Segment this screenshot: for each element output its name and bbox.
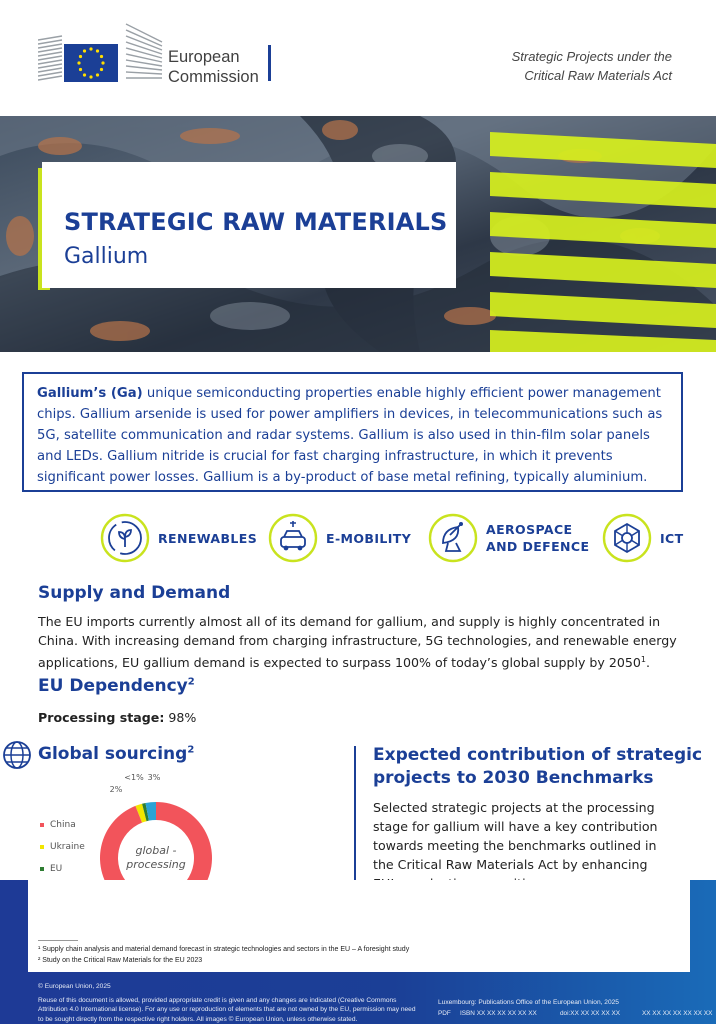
reuse-notice: Reuse of this document is allowed, provided appropriate credit is given and any changes are indicated (Creative Commons Attribution 4.0 International license). For any use or reproduction of elements that are not owned by the EU, permission may need to be sought directly from the respective right holders. All images © European Union, unless otherwise stated.: [38, 996, 416, 1023]
sector-label-aerospace: [486, 521, 589, 555]
processing-stage: [38, 708, 196, 727]
supply-demand-heading: Supply and Demand: [38, 583, 231, 603]
contribution-text: Selected strategic projects at the processing stage for gallium will have a key contribution towards meeting the benchmarks outlined in the Critical Raw Materials Act by enhancing: [373, 800, 658, 872]
legend-item-ukraine: [40, 842, 85, 852]
catalogue-number: XX XX XX XX XX XX XX: [642, 1010, 713, 1017]
column-divider: [354, 746, 356, 888]
eu-dependency-title: EU Dependency: [38, 676, 188, 696]
contribution-heading-line-2: projects to 2030 Benchmarks: [373, 768, 654, 788]
global-sourcing-title: Global sourcing: [38, 744, 188, 764]
donut-center-label-2: processing: [126, 858, 186, 871]
renewables-icon: [100, 513, 150, 563]
org-name-line-1: European: [168, 48, 240, 66]
page-header: [0, 0, 716, 116]
legend-item-china: [40, 820, 76, 830]
document-title: STRATEGIC RAW MATERIALS: [64, 208, 448, 236]
intro-text: unique semiconducting properties enable highly efficient power management chips. Gallium arsenide is used for power amplifiers in devices, in telecommunications such as 5G, satellite communication and radar systems. Gallium is also used in thin-film solar panels and LEDs. Gallium nitride is crucial for fast charging infrastructure, in which it prevents significant power losses. Gallium is a by-product of base metal refining, typically aluminium.: [37, 386, 663, 485]
footnote-2: ² Study on the Critical Raw Materials for the EU 2023: [38, 957, 203, 964]
header-tagline: [512, 47, 672, 85]
legend-item-eu: [40, 864, 62, 874]
supply-text-body: The EU imports currently almost all of its demand for gallium, and supply is highly concentrated in China. With increasing demand from charging infrastructure, 5G technologies, and renewable energy applications, EU gallium demand is expected to surpass 100% of today’s global supply by 2050: [38, 614, 677, 671]
logo-divider: [268, 45, 271, 81]
footnotes: [38, 944, 409, 966]
data-label-eu: <1%: [124, 773, 144, 782]
material-name: Gallium: [64, 244, 149, 269]
sector-aerospace-defence: [428, 512, 589, 564]
footnote-rule: [38, 940, 78, 941]
processing-stage-value: 98%: [168, 710, 197, 725]
doi: doi:XX XX XX XX XX: [560, 1010, 621, 1017]
legend-label-ukraine: Ukraine: [50, 842, 85, 852]
legal-notice: [38, 982, 418, 1024]
isbn: ISBN XX XX XX XX XX XX: [460, 1010, 537, 1017]
tagline-line-1: Strategic Projects under the: [511, 49, 672, 64]
sector-renewables: [100, 512, 257, 564]
supply-demand-text: [38, 612, 688, 672]
intro-lead: Gallium’s (Ga): [37, 386, 143, 401]
sector-e-mobility: [268, 512, 411, 564]
legend-label-eu: EU: [50, 864, 63, 874]
donut-center-label-1: global -: [135, 844, 177, 857]
global-sourcing-heading: [38, 744, 194, 764]
data-label-ukraine: 2%: [109, 785, 123, 794]
org-name-line-2: Commission: [168, 68, 259, 86]
sector-ict: [602, 512, 684, 564]
legend-label-china: China: [50, 820, 76, 830]
globe-icon: [2, 740, 32, 770]
legend-swatch-china: [40, 823, 44, 827]
eu-dependency-heading: [38, 676, 195, 696]
aerospace-line-2: AND DEFENCE: [486, 539, 590, 554]
aerospace-line-1: AEROSPACE: [486, 522, 573, 537]
processing-stage-label: Processing stage:: [38, 710, 165, 725]
legend-swatch-eu: [40, 867, 44, 871]
legend-swatch-ukraine: [40, 845, 44, 849]
contribution-heading-line-1: Expected contribution of strategic: [373, 745, 703, 765]
e-mobility-icon: [268, 513, 318, 563]
data-label-other: 3%: [147, 773, 161, 782]
ict-icon: [602, 513, 652, 563]
format-label: PDF: [438, 1010, 451, 1017]
copyright: © European Union, 2025: [38, 983, 111, 990]
organisation-name: [168, 47, 259, 87]
contribution-heading: [373, 744, 702, 790]
publisher: Luxembourg: Publications Office of the European Union, 2025: [438, 999, 619, 1006]
footnote-1: ¹ Supply chain analysis and material demand forecast in strategic technologies and sectors in the EU – A foresight study: [38, 946, 410, 953]
footnote-ref-2b: 2: [187, 744, 195, 756]
tagline-line-2: Critical Raw Materials Act: [524, 68, 672, 83]
satellite-icon: [428, 513, 478, 563]
sector-label-ict: ICT: [660, 530, 684, 546]
intro-box: [22, 372, 683, 492]
footnote-ref-1: 1: [640, 655, 646, 664]
sector-label-renewables: RENEWABLES: [158, 530, 258, 546]
supply-text-end: .: [646, 655, 651, 671]
sector-label-e-mobility: E-MOBILITY: [326, 530, 412, 546]
footnote-ref-2a: 2: [187, 676, 195, 688]
